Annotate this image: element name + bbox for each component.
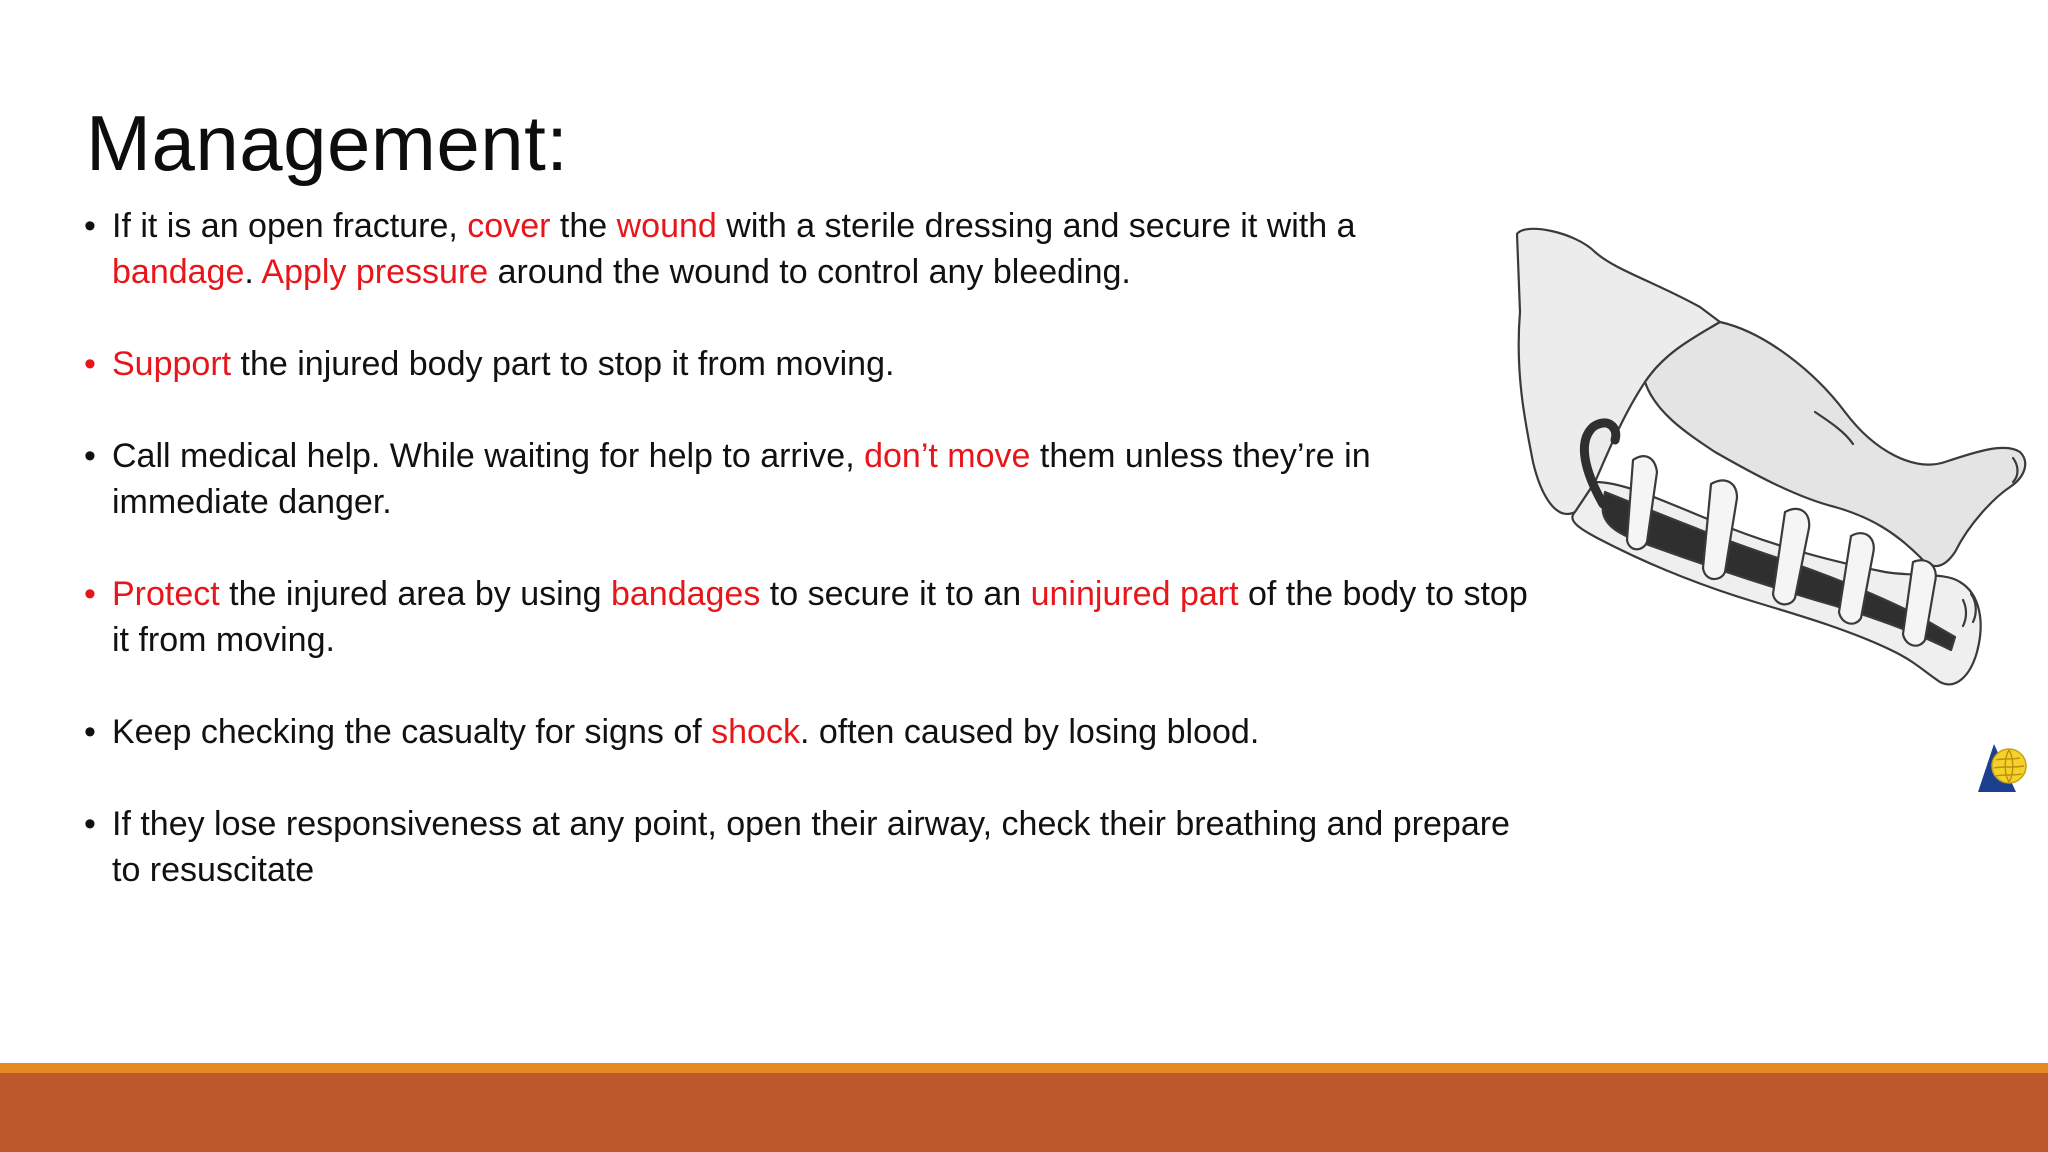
bullet-dot: • xyxy=(84,437,96,475)
bullet-item xyxy=(84,341,1534,387)
slide-title: Management: xyxy=(86,99,569,187)
bullet-dot: • xyxy=(84,575,96,613)
bullet-item xyxy=(84,801,1534,893)
bullet-list xyxy=(84,203,1534,939)
footer-accent-line xyxy=(0,1063,2048,1073)
bullet-item xyxy=(84,571,1534,663)
splinted-legs-illustration xyxy=(1515,222,2035,702)
footer-band xyxy=(0,1073,2048,1152)
bullet-text: If they lose responsiveness at any point, open their airway, check their breathing and prepare to resuscitate xyxy=(112,805,1510,889)
bullet-item xyxy=(84,709,1534,755)
bullet-text: Protect the injured area by using bandages to secure it to an uninjured part of the body to stop it from moving. xyxy=(112,575,1528,659)
bullet-dot: • xyxy=(84,345,96,383)
bullet-dot: • xyxy=(84,805,96,843)
bullet-text: If it is an open fracture, cover the wound with a sterile dressing and secure it with a bandage. Apply pressure around the wound to control any bleeding. xyxy=(112,207,1356,291)
bullet-item xyxy=(84,433,1534,525)
bullet-text: Call medical help. While waiting for help to arrive, don’t move them unless they’re in immediate danger. xyxy=(112,437,1371,521)
bullet-dot: • xyxy=(84,713,96,751)
bullet-item xyxy=(84,203,1534,295)
bullet-text: Keep checking the casualty for signs of shock. often caused by losing blood. xyxy=(112,713,1260,751)
bullet-text: Support the injured body part to stop it from moving. xyxy=(112,345,895,383)
globe-logo-icon xyxy=(1976,742,2028,796)
bullet-dot: • xyxy=(84,207,96,245)
